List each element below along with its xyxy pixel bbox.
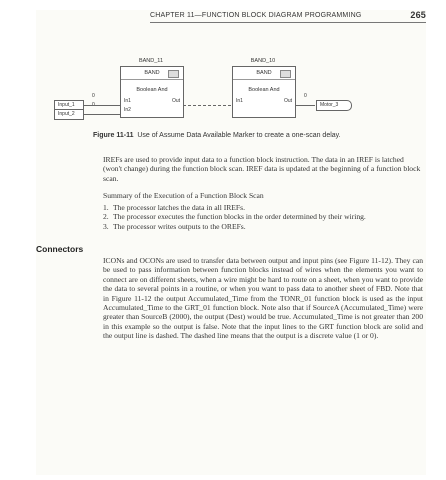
block2-description: Boolean And [248,87,280,93]
page-header [150,10,426,22]
wire-input-1 [84,105,120,106]
figure-caption-text: Use of Assume Data Available Marker to create a one-scan delay. [137,132,341,139]
block2-type: BAND [233,67,295,80]
output-value: 0 [304,93,307,99]
section-heading-connectors: Connectors [36,244,84,254]
oref-motor-3: Motor_3 [316,100,352,111]
block1-in2-label: In2 [124,107,131,113]
block1-name: BAND_11 [138,58,164,64]
figure-label: Figure 11-11 [93,132,134,139]
wire-input-2 [84,114,120,115]
function-block-diagram [36,46,428,126]
block2-out-label: Out [283,98,292,104]
wire-block1-to-block2 [183,105,231,106]
paragraph-irefs: IREFs are used to provide input data to a function block instruction. The data in an IREF is latched (won't change) during the function block scan. IREF data is updated at the beginning of a function block scan. [103,155,421,183]
block-config-icon [280,70,291,78]
band-block-2 [232,66,296,118]
header-rule [150,22,426,23]
paragraph-summary-heading: Summary of the Execution of a Function Block Scan [103,191,264,200]
iref-input-1: Input_1 [54,100,84,111]
input1-value: 0 [92,93,95,99]
iref-input-2: Input_2 [54,109,84,120]
page-number: 265 [410,10,426,20]
block2-name: BAND_10 [250,58,276,64]
block1-out-label: Out [171,98,180,104]
block1-in1-label: In1 [124,98,131,104]
list-item: 3. The processor writes outputs to the OREFs. [103,221,246,231]
wire-output [295,105,315,106]
chapter-title: CHAPTER 11—FUNCTION BLOCK DIAGRAM PROGRAMMING [150,12,362,19]
list-item: 1. The processor latches the data in all IREFs. [103,203,246,212]
input2-value: 0 [92,102,95,108]
block1-type: BAND [121,67,183,80]
figure-caption [93,132,423,139]
block-config-icon [168,70,179,78]
execution-steps-list [103,203,423,231]
band-block-1 [120,66,184,118]
paragraph-connectors: ICONs and OCONs are used to transfer data between output and input pins (see Figure 11-12). They can be used to pass information between function blocks instead of wires when the elements you want to connect are on different sheets, when a wire might be hard to route on a sheet, when you want to provide the data to several points in a routine, or when you want to pass data to another sheet of FBD. Note that in Figure 11-12 the output Accumulated_Time from the TONR_01 function block is used as the input Accumulated_Time to the GRT_01 function block. Note also that if SourceA (Accumulated_Time) were greater than SourceB (2000), the output (Dest) would be true. Accumulated_Time is not greater than 200 in this example so the output is false. Note that the input lines to the GRT function block are solid and the output line is dashed. The dashed line means that the output is a discrete value (1 or 0). [103,256,423,341]
block2-in1-label: In1 [236,98,243,104]
block1-description: Boolean And [136,87,168,93]
list-item: 2. The processor executes the function blocks in the order determined by their wiring. [103,212,366,222]
